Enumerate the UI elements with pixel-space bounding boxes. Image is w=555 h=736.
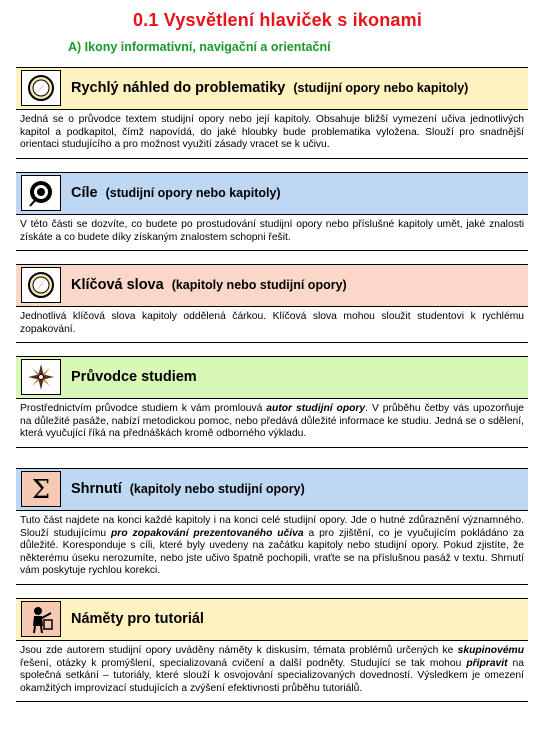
- section-text: Jedná se o průvodce textem studijní opory nebo její kapitoly. Obsahuje bližší vymezení učiva jednotlivých kapitol a podkapitol, čímž napovídá, do jaké hloubky bude problematika vyložena. Slouží pro snadnější orientaci studujícího a pro možnost využití zásady vracet se k učivu.: [16, 109, 528, 159]
- svg-text:Σ: Σ: [31, 475, 51, 504]
- target-icon: [21, 175, 61, 211]
- section-title-note: (kapitoly nebo studijní opory): [171, 278, 347, 292]
- section-text: Jednotlivá klíčová slova kapitoly oddělená čárkou. Klíčová slova mohou sloužit studentovi k rychlému zopakování.: [16, 306, 528, 343]
- section-header: [16, 264, 528, 306]
- section-title: Náměty pro tutoriál: [71, 611, 204, 627]
- section-study-guide: [16, 356, 528, 448]
- section-title: Rychlý náhled do problematiky: [71, 80, 286, 96]
- section-title-note: (studijní opory nebo kapitoly): [293, 81, 469, 95]
- section-text: Prostřednictvím průvodce studiem k vám promlouvá autor studijní opory. V průběhu četby vás upozorňuje na důležité pasáže, nabízí metodickou pomoc, nebo předává důležité informace ke studiu. Jedná se o sdělení, která vyučující říká na přednáškách kromě odborného výkladu.: [16, 398, 528, 448]
- sigma-icon: [21, 471, 61, 507]
- compass-icon: [21, 267, 61, 303]
- section-title: Průvodce studiem: [71, 369, 197, 385]
- section-header: [16, 356, 528, 398]
- section-tutorial-topics: [16, 598, 528, 702]
- section-header: [16, 598, 528, 640]
- section-text: Jsou zde autorem studijní opory uváděny náměty k diskusím, témata problémů určených ke skupinovému řešení, otázky k promýšlení, specializovaná cvičení a další podněty. Studující se tak mohou připravit na společná setkání – tutoriály, které slouží k osvojování specializovaných dovedností. Výsledkem je omezení okamžitých improvizací studujících a zvýšení efektivnosti průběhu tutoriálů.: [16, 640, 528, 702]
- section-subheading: A) Ikony informativní, navigační a orientační: [68, 40, 331, 54]
- section-quick-overview: [16, 67, 528, 159]
- section-goals: [16, 172, 528, 251]
- section-summary: [16, 468, 528, 585]
- section-keywords: [16, 264, 528, 343]
- compass-rose-icon: [21, 359, 61, 395]
- section-title: Cíle: [71, 185, 98, 201]
- compass-icon: [21, 70, 61, 106]
- section-title-note: (studijní opory nebo kapitoly): [105, 186, 281, 200]
- section-text: V této části se dozvíte, co budete po prostudování studijní opory nebo příslušné kapitoly umět, jaké znalosti získáte a co budete díky získaným znalostem schopni řešit.: [16, 214, 528, 251]
- section-title-note: (kapitoly nebo studijní opory): [129, 482, 305, 496]
- section-title: Klíčová slova: [71, 277, 164, 293]
- section-title: Shrnutí: [71, 481, 122, 497]
- tutor-icon: [21, 601, 61, 637]
- section-header: [16, 67, 528, 109]
- page-title: 0.1 Vysvětlení hlaviček s ikonami: [132, 10, 423, 30]
- section-header: [16, 468, 528, 510]
- section-header: [16, 172, 528, 214]
- section-text: Tuto část najdete na konci každé kapitoly i na konci celé studijní opory. Jde o hutné zdůraznění významného. Slouží studujícímu pro zopakování prezentovaného učiva a pro zjištění, co je vyučujícím pokládáno za důležité. Koresponduje s cíli, které byly uvedeny na začátku kapitoly nebo studijní opory. Pokud zjistíte, že některému úseku nerozumíte, nebo jste učivo špatně pochopili, vraťte se na příslušnou pasáž v textu. Shrnutí vám poskytuje rychlou korekci.: [16, 510, 528, 585]
